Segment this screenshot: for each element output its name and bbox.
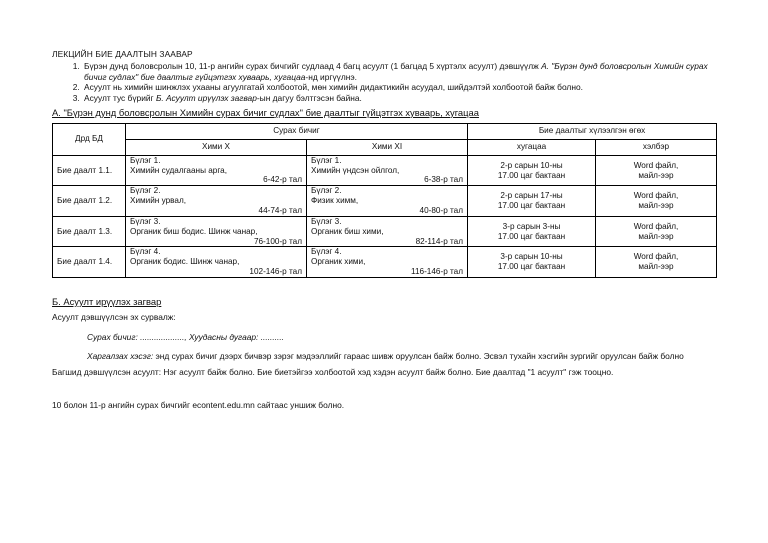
deadline-cell [468,216,596,247]
chem11-cell [307,155,468,186]
table-row [53,247,717,278]
page-range: 76-100-р тал [253,236,302,246]
deadline-time: 17.00 цаг бактаан [497,231,566,241]
page-range: 116-146-р тал [411,267,464,277]
topic-label: Химийн үндсэн ойлгол, [311,165,400,175]
answer-label: Харгалзах хэсэг: [87,351,154,362]
section-b-heading: Б. Асуулт ирүүлэх загвар [52,295,162,307]
answer-text: энд сурах бичиг дээрх бичвэр зэрэг мэдээллийг гараас шивж оруулсан байж болно. Эсвэл тухайн хэсгийн зургийг оруулсан байж болно [153,351,684,362]
answer-paragraph [52,351,716,362]
topic-label: Химийн урвал, [130,196,187,206]
topic-label: Органик биш бодис. Шинж чанар, [130,226,258,236]
student-question-line: Багшид дэвшүүлсэн асуулт: Нэг асуулт байж болно. Бие биетэйгээ холбоотой хэд хэдэн асуулт байж болно. Бие даалтад "1 асуулт" гэж тооцно. [52,367,614,378]
instruction-item-2 [82,82,716,93]
instruction-1-text: Бүрэн дунд боловсролын 10, 11-р ангийн сурах бичгийг судлаад 4 багц асуулт (1 багцад 5 хүртэлх асуулт) дэвшүүлж [84,60,542,71]
format-delivery: майл-ээр [638,231,674,241]
instruction-3-italic: Б. Асуулт ирүүлэх загвар [155,93,257,103]
instruction-1-italic: A. "Бүрэн дунд боловсролын Химийн сурах бичиг судлах" бие даалтыг гүйцэтгэх хуваарь, хугацаа [84,60,708,82]
format-cell [596,247,717,278]
chapter-label: Бүлэг 3. [130,216,161,226]
source-line: Асуулт дэвшүүлсэн эх сурвалж: [52,311,176,322]
chapter-label: Бүлэг 1. [130,155,161,165]
deadline-date: 2-р сарын 17-ны [500,191,563,201]
topic-label: Органик хими, [311,257,366,267]
deadline-cell [468,186,596,217]
instruction-3-text: Асуулт тус бүрийг [84,93,156,103]
topic-label: Органик биш хими, [311,226,384,236]
format-cell [596,216,717,247]
site-note: 10 болон 11-р ангийн сурах бичгийг econtent.edu.mn сайтаас уншиж болно. [52,399,345,410]
format-delivery: майл-ээр [638,170,674,180]
chapter-label: Бүлэг 4. [311,247,342,257]
header-chem-10: Хими X [126,139,307,155]
page-range: 82-114-р тал [415,236,464,246]
table-subheader-row [53,139,717,155]
header-chem-11: Хими XI [307,139,468,155]
chem11-cell [307,216,468,247]
header-format: хэлбэр [596,139,717,155]
chem10-cell [126,216,307,247]
format-type: Word файл, [633,160,679,170]
format-delivery: майл-ээр [638,201,674,211]
deadline-time: 17.00 цаг бактаан [497,262,566,272]
chem10-cell [126,155,307,186]
page-range: 40-80-р тал [419,206,464,215]
instruction-list [52,61,716,104]
topic-label: Физик химм, [311,196,359,206]
document-page [52,49,716,411]
instruction-item-3 [82,93,716,104]
instruction-3-tail: -ын дагуу бэлтгэсэн байна. [256,93,362,103]
section-a-heading: А. "Бүрэн дунд боловсролын Химийн сурах бичиг судлах" бие даалтыг гүйцэтгэх хуваарь, хугацаа [52,106,479,118]
format-type: Word файл, [633,252,679,262]
page-range: 6-38-р тал [424,175,464,185]
header-deadline: хугацаа [468,139,596,155]
deadline-date: 3-р сарын 10-ны [500,252,563,262]
topic-label: Органик бодис. Шинж чанар, [130,257,240,267]
deadline-cell [468,247,596,278]
deadline-cell [468,155,596,186]
page-range: 6-42-р тал [263,175,302,185]
header-col-index: Дрд БД [53,123,126,155]
row-label: Бие даалт 1.1. [53,155,126,186]
book-line: Сурах бичиг: ..................., Хуудасны дугаар: .......... [87,331,284,342]
instruction-2-text: Асуулт нь химийн шинжлэх ухааны агуулгатай холбоотой, мөн химийн дидактикийн асуудал, шийдэлтэй холбоотой байж болно. [84,82,583,93]
deadline-time: 17.00 цаг бактаан [497,201,566,211]
chapter-label: Бүлэг 2. [311,186,342,196]
chapter-label: Бүлэг 3. [311,216,342,226]
table-row [53,186,717,217]
deadline-date: 3-р сарын 3-ны [502,221,561,231]
deadline-time: 17.00 цаг бактаан [497,170,566,180]
instruction-1-tail: -нд иргүүлнэ. [305,71,357,82]
page-range: 44-74-р тал [258,206,302,215]
deadline-date: 2-р сарын 10-ны [500,160,563,170]
chem10-cell [126,186,307,217]
format-type: Word файл, [633,191,679,201]
chem11-cell [307,186,468,217]
row-label: Бие даалт 1.2. [53,186,126,217]
topic-label: Химийн судалгааны арга, [130,165,227,175]
instruction-item-1 [82,61,716,83]
row-label: Бие даалт 1.3. [53,216,126,247]
chem11-cell [307,247,468,278]
row-label: Бие даалт 1.4. [53,247,126,278]
header-textbook: Сурах бичиг [126,123,468,139]
chem10-cell [126,247,307,278]
schedule-table [52,123,717,278]
format-cell [596,186,717,217]
page-range: 102-146-р тал [249,267,302,277]
format-cell [596,155,717,186]
chapter-label: Бүлэг 4. [130,247,161,257]
chapter-label: Бүлэг 2. [130,186,161,196]
table-row [53,155,717,186]
format-delivery: майл-ээр [638,262,674,272]
table-header-row [53,123,717,139]
table-row [53,216,717,247]
header-performance: Бие даалтыг хүлээлгэн өгөх [468,123,717,139]
chapter-label: Бүлэг 1. [311,155,342,165]
document-title: ЛЕКЦИЙН БИЕ ДААЛТЫН ЗААВАР [52,49,193,59]
format-type: Word файл, [633,221,679,231]
